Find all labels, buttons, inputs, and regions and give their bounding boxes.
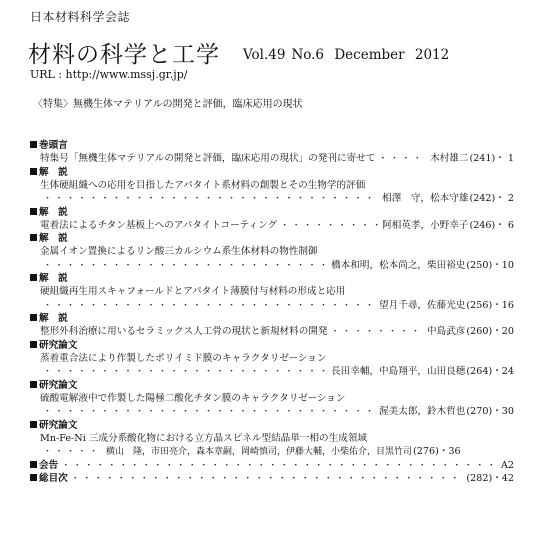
article-page: (276)・36 (413, 446, 461, 457)
square-bullet-icon (30, 314, 37, 321)
article-page: (256)・16 (466, 299, 514, 311)
article-page: (260)・20 (466, 326, 514, 337)
article-authors: 相澤 守，松本守雄 (382, 193, 469, 204)
article-title: 電着法によるチタン基板上へのアパタイトコーティング (40, 219, 278, 231)
volume-info (243, 47, 455, 63)
toc-entry[interactable] (30, 405, 514, 419)
section-heading: 研究論文 (30, 419, 514, 432)
article-title[interactable]: 生体硬組織への応用を目指したアパタイト系材料の創製とその生物学的評価 (40, 179, 366, 191)
section-heading: 会告 (30, 459, 58, 472)
toc-entry[interactable] (30, 365, 514, 379)
journal-title: 材料の科学と工学 (28, 42, 220, 68)
toc-entry[interactable] (30, 219, 514, 233)
leader-dots (43, 193, 379, 207)
square-bullet-icon (30, 234, 37, 241)
toc-entry[interactable] (30, 445, 514, 459)
article-title[interactable]: 金属イオン置換によるリン酸三カルシウム系生体材料の物性制御 (40, 246, 318, 257)
square-bullet-icon (30, 208, 37, 215)
leader-dots (71, 473, 463, 487)
issue-month: December (334, 47, 405, 63)
leader-dots (43, 300, 376, 314)
leader-dots (280, 220, 379, 234)
article-title[interactable]: 硫酸電解液中で作製した陽極二酸化チタン膜のキャラクタリゼーション (40, 392, 346, 404)
article-page: (264)・24 (466, 366, 514, 377)
square-bullet-icon (30, 274, 37, 281)
issue-year: 2012 (414, 47, 450, 63)
article-authors: 橋本和明，松本尚之，柴田裕史 (331, 259, 466, 271)
square-bullet-icon (30, 381, 37, 388)
article-page: (241)・ 1 (469, 153, 514, 164)
article-authors: 渥美太郎，鈴木哲也 (379, 406, 466, 417)
article-page: (250)・10 (466, 259, 514, 271)
leader-dots (43, 366, 328, 380)
article-title: 特集号「無機生体マテリアルの開発と評価，臨床応用の現状」の発刊に寄せて (40, 153, 376, 164)
section-heading: 研究論文 (30, 379, 514, 392)
issue-number: No.6 (291, 47, 325, 63)
article-authors: 木村雄二 (430, 153, 469, 164)
article-authors: 阿相英孝，小野幸子 (382, 219, 469, 231)
article-authors: 望月千尋，佐藤光史 (379, 299, 466, 311)
square-bullet-icon (30, 141, 37, 148)
square-bullet-icon (30, 168, 37, 175)
section-heading: 解 説 (30, 232, 514, 245)
article-title[interactable]: Mn-Fe-Ni 三成分系酸化物における立方晶スピネル型結晶単一相の生成領域 (40, 432, 368, 444)
leader-dots (331, 326, 424, 340)
section-heading: 解 説 (30, 272, 514, 285)
leader-dots (43, 406, 376, 420)
square-bullet-icon (30, 341, 37, 348)
toc-entry[interactable] (30, 472, 514, 486)
leader-dots (43, 260, 328, 274)
square-bullet-icon (30, 474, 37, 481)
square-bullet-icon (30, 461, 37, 468)
article-title[interactable]: 硬組織再生用スキャフォールドとアパタイト薄膜付与材料の形成と応用 (40, 286, 346, 297)
article-page: (242)・ 2 (469, 193, 514, 204)
article-page: (246)・ 6 (469, 219, 514, 231)
toc-entry[interactable] (30, 259, 514, 273)
article-authors: 長田幸輔，中島翔平，山田良穂 (331, 366, 466, 377)
section-heading: 巻頭言 (30, 139, 514, 152)
volume-number: Vol.49 (243, 47, 286, 63)
toc-entry[interactable] (30, 325, 514, 339)
article-title[interactable]: 蒸着重合法により作製したポリイミド膜のキャラクタリゼーション (40, 352, 327, 364)
special-issue-title: 〈特集〉無機生体マテリアルの開発と評価，臨床応用の現状 (33, 99, 303, 110)
leader-dots (43, 446, 103, 460)
article-authors: 横山 隆，市田亮介，森本章嗣，岡崎慎司，伊藤大輔，小柴佑介，目黒竹司 (106, 447, 413, 457)
section-heading: 解 説 (30, 312, 514, 325)
article-page: (270)・30 (466, 406, 514, 417)
table-of-contents (30, 139, 514, 486)
leader-dots (61, 460, 497, 474)
toc-entry[interactable] (30, 192, 514, 206)
toc-entry[interactable] (30, 459, 514, 473)
leader-dots (378, 153, 427, 167)
article-page: A2 (500, 459, 514, 471)
journal-url[interactable]: URL : http://www.mssj.gr.jp/ (30, 68, 188, 81)
article-page: (282)・42 (466, 473, 514, 484)
toc-entry[interactable] (30, 299, 514, 313)
publisher-name: 日本材料科学会誌 (30, 10, 131, 24)
section-heading: 解 説 (30, 166, 514, 179)
article-title: 整形外科治療に用いるセラミックス人工骨の現状と新規材料の開発 (40, 326, 328, 337)
article-authors: 中島武彦 (427, 326, 466, 337)
section-heading: 解 説 (30, 206, 514, 219)
square-bullet-icon (30, 421, 37, 428)
toc-entry[interactable] (30, 152, 514, 166)
section-heading: 研究論文 (30, 339, 514, 352)
section-heading: 総目次 (30, 472, 68, 485)
